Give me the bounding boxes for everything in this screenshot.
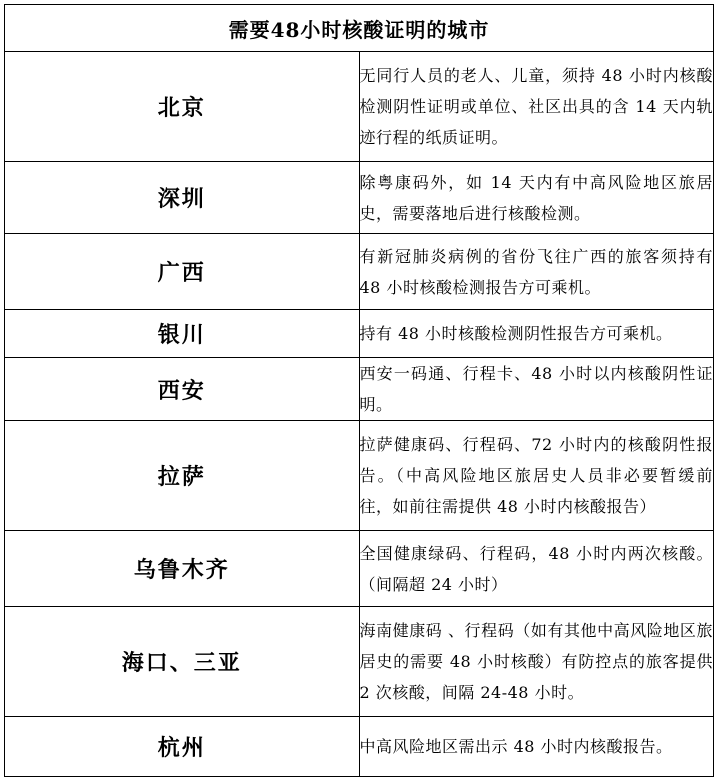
table-title: 需要48小时核酸证明的城市 (5, 5, 714, 52)
city-name: 深圳 (5, 162, 360, 234)
table-row (5, 358, 714, 421)
requirement-text: 除粤康码外，如 14 天内有中高风险地区旅居史，需要落地后进行核酸检测。 (359, 162, 714, 234)
table-row (5, 310, 714, 358)
requirement-text: 海南健康码 、行程码（如有其他中高风险地区旅居史的需要 48 小时核酸）有防控点的旅客提供 2 次核酸，间隔 24-48 小时。 (359, 607, 714, 717)
table-row (5, 607, 714, 717)
city-name: 乌鲁木齐 (5, 531, 360, 607)
cities-table (4, 4, 714, 777)
table-row (5, 52, 714, 162)
requirement-text: 无同行人员的老人、儿童，须持 48 小时内核酸检测阴性证明或单位、社区出具的含 14 天内轨迹行程的纸质证明。 (359, 52, 714, 162)
city-name: 银川 (5, 310, 360, 358)
requirement-text: 中高风险地区需出示 48 小时内核酸报告。 (359, 717, 714, 777)
city-name: 海口、三亚 (5, 607, 360, 717)
city-name: 广西 (5, 234, 360, 310)
requirement-text: 有新冠肺炎病例的省份飞往广西的旅客须持有 48 小时核酸检测报告方可乘机。 (359, 234, 714, 310)
table-row (5, 531, 714, 607)
title-row (5, 5, 714, 52)
requirement-text: 持有 48 小时核酸检测阴性报告方可乘机。 (359, 310, 714, 358)
requirement-text: 全国健康绿码、行程码，48 小时内两次核酸。（间隔超 24 小时） (359, 531, 714, 607)
table-row (5, 162, 714, 234)
city-name: 杭州 (5, 717, 360, 777)
requirement-text: 拉萨健康码、行程码、72 小时内的核酸阴性报告。（中高风险地区旅居史人员非必要暂缓前往，如前往需提供 48 小时内核酸报告） (359, 421, 714, 531)
city-name: 西安 (5, 358, 360, 421)
table-row (5, 717, 714, 777)
city-name: 拉萨 (5, 421, 360, 531)
city-name: 北京 (5, 52, 360, 162)
table-row (5, 234, 714, 310)
table-row (5, 421, 714, 531)
requirement-text: 西安一码通、行程卡、48 小时以内核酸阴性证明。 (359, 358, 714, 421)
